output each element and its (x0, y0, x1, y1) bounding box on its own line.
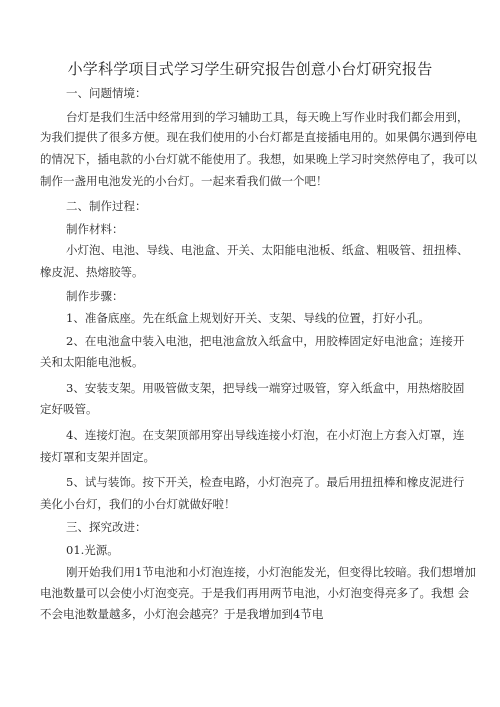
paragraph-line: 台灯是我们生活中经常用到的学习辅助工具，每天晚上写作业时我们都会用到， (66, 110, 469, 124)
section-heading-process: 二、制作过程： (66, 199, 147, 213)
section-heading-improve: 三、探究改进： (66, 520, 147, 534)
document-title: 小学科学项目式学习学生研究报告创意小台灯研究报告 (67, 60, 433, 78)
paragraph-line: 不会电池数量越多，小灯泡会越亮？于是我增加到4节电 (40, 607, 324, 621)
paragraph-line: 刚开始我们用1节电池和小灯泡连接，小灯泡能发光，但变得比较暗。我们想增加 (66, 565, 476, 579)
paragraph-line: 电池数量可以会使小灯泡变亮。于是我们再用两节电池，小灯泡变得亮多了。我想 会 (40, 586, 470, 600)
step-line: 关和太阳能电池板。 (40, 355, 144, 369)
paragraph-line: 的情况下，插电款的小台灯就不能使用了。我想，如果晚上学习时突然停电了，我可以 (40, 152, 477, 166)
step-line: 1、准备底座。先在纸盒上规划好开关、支架、导线的位置，打好小孔。 (66, 311, 430, 325)
subheading-steps: 制作步骤： (66, 289, 124, 303)
section-heading-problem: 一、问题情境： (66, 86, 147, 100)
step-line: 3、安装支架。用吸管做支架，把导线一端穿过吸管，穿入纸盒中，用热熔胶固 (66, 381, 465, 395)
step-line: 4、连接灯泡。在支架顶部用穿出导线连接小灯泡，在小灯泡上方套入灯罩，连 (66, 428, 465, 442)
step-line: 2、在电池盒中装入电池，把电池盒放入纸盒中，用胶棒固定好电池盒；连接开 (66, 334, 465, 348)
paragraph-line: 为我们提供了很多方便。现在我们使用的小台灯都是直接插电用的。如果偶尔遇到停电 (40, 130, 477, 144)
paragraph-line: 小灯泡、电池、导线、电池盒、开关、太阳能电池板、纸盒、粗吸管、扭扭棒、 (66, 243, 469, 257)
paragraph-line: 橡皮泥、热熔胶等。 (40, 265, 144, 279)
subheading-light-source: 01.光源。 (66, 543, 119, 557)
step-line: 接灯罩和支架并固定。 (40, 450, 155, 464)
step-line: 定好吸管。 (40, 402, 98, 416)
step-line: 5、试与装饰。按下开关，检查电路，小灯泡亮了。最后用扭扭棒和橡皮泥进行 (66, 475, 465, 489)
step-line: 美化小台灯，我们的小台灯就做好啦！ (40, 497, 236, 511)
paragraph-line: 制作一盏用电池发光的小台灯。一起来看我们做一个吧！ (40, 174, 328, 188)
subheading-materials: 制作材料： (66, 222, 124, 236)
